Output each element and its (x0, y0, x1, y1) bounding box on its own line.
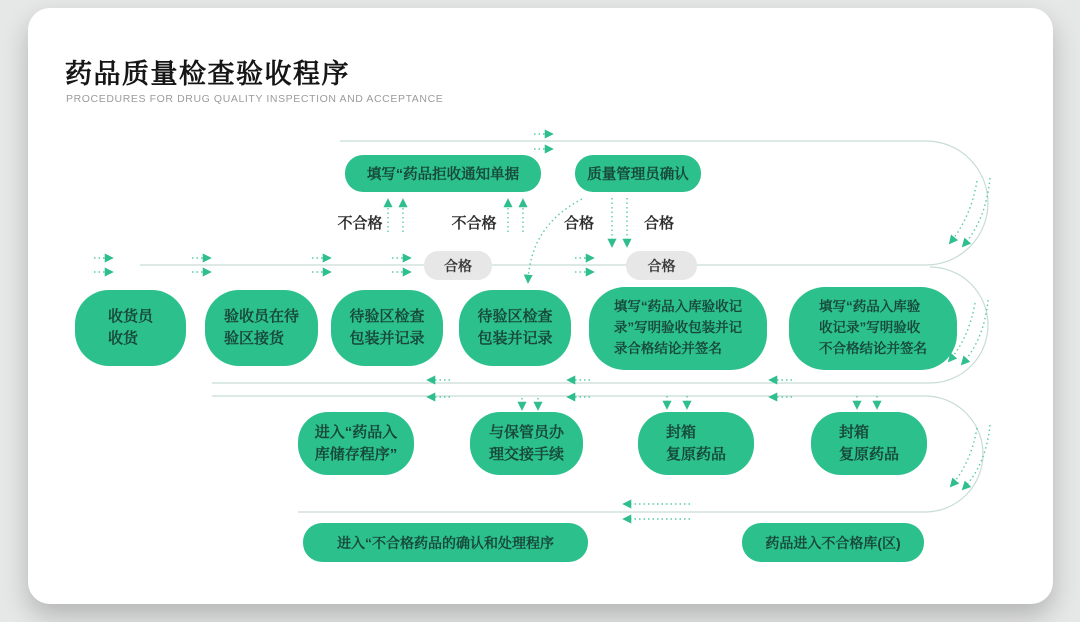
badge-qualified-1: 合格 (424, 251, 492, 280)
slide-subtitle: PROCEDURES FOR DRUG QUALITY INSPECTION AND ACCEPTANCE (66, 93, 444, 105)
node-inspector-receives (205, 290, 318, 366)
node-check-packaging-1 (331, 290, 443, 366)
node-check-packaging-2 (459, 290, 571, 366)
node-qa-manager-confirm-label: 质量管理员确认 (587, 167, 689, 183)
node-seal-restore-1 (638, 412, 754, 475)
node-record-unqualified-label: 填写“药品入库验 收记录”写明验收 不合格结论并签名 (819, 299, 927, 356)
node-drug-to-unqualified-area (742, 523, 924, 562)
node-inspector-receives-label: 验收员在待 验区接货 (223, 308, 299, 347)
node-seal-restore-1-label: 封箱 复原药品 (665, 423, 726, 463)
node-qa-manager-confirm (575, 155, 701, 192)
node-enter-storage-procedure (298, 412, 414, 475)
node-receiver-receives (75, 290, 186, 366)
node-check-packaging-2-label: 待验区检查 包装并记录 (477, 308, 553, 347)
label-qualified-2: 合格 (643, 215, 674, 232)
node-handover-custodian (470, 412, 583, 475)
label-unqualified-2: 不合格 (451, 215, 497, 232)
label-qualified-1: 合格 (563, 215, 594, 232)
label-unqualified-1: 不合格 (337, 215, 383, 232)
node-record-qualified-label: 填写“药品入库验收记 录”写明验收包装并记 录合格结论并签名 (613, 299, 743, 356)
node-check-packaging-1-label: 待验区检查 包装并记录 (349, 308, 425, 347)
node-record-unqualified (789, 287, 957, 370)
node-fill-rejection-notice-label: 填写“药品拒收通知单据 (366, 167, 520, 183)
node-receiver-receives-label: 收货员 收货 (107, 308, 153, 347)
node-seal-restore-2-label: 封箱 复原药品 (838, 423, 899, 463)
node-fill-rejection-notice (345, 155, 541, 192)
node-record-qualified (589, 287, 767, 370)
node-enter-unqualified-procedure (303, 523, 588, 562)
node-drug-to-unqualified-area-label: 药品进入不合格库(区) (765, 534, 901, 551)
node-handover-custodian-label: 与保管员办 理交接手续 (488, 423, 564, 463)
badge-qualified-2: 合格 (626, 251, 697, 280)
node-enter-unqualified-procedure-label: 进入“不合格药品的确认和处理程序 (337, 534, 554, 551)
node-seal-restore-2 (811, 412, 927, 475)
node-enter-storage-procedure-label: 进入“药品入 库储存程序” (314, 423, 398, 463)
slide-title: 药品质量检查验收程序 (65, 59, 350, 89)
